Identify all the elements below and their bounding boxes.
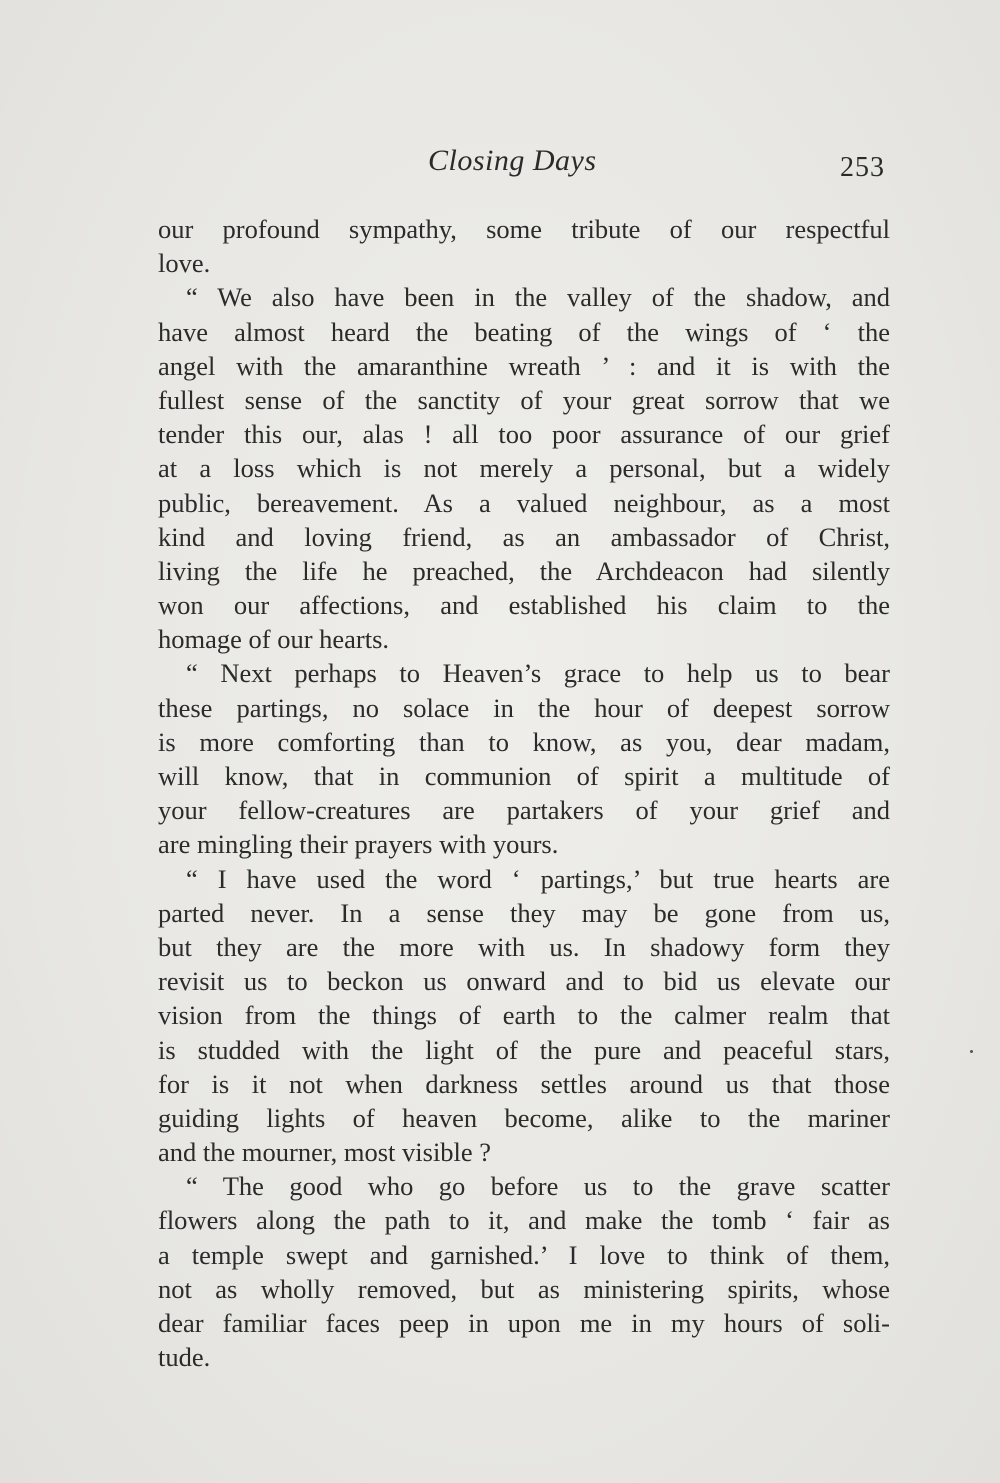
text-line: flowers along the path to it, and make the tomb ‘ fair as (158, 1205, 890, 1236)
running-head (0, 142, 1000, 186)
text-line: dear familiar faces peep in upon me in my hours of soli- (158, 1308, 890, 1338)
text-line: love. (158, 248, 211, 279)
text-line: is studded with the light of the pure and peaceful stars, (158, 1034, 890, 1065)
text-line: vision from the things of earth to the calmer realm that (158, 1000, 890, 1031)
text-line: are mingling their prayers with yours. (158, 829, 559, 860)
text-line: and the mourner, most visible ? (158, 1137, 492, 1168)
text-line: a temple swept and garnished.’ I love to think of them, (158, 1239, 890, 1270)
text-line: our profound sympathy, some tribute of our respectful (158, 214, 890, 244)
text-line: public, bereavement. As a valued neighbour, as a most (158, 487, 890, 518)
text-line: won our affections, and established his claim to the (158, 590, 890, 621)
text-line: angel with the amaranthine wreath ’ : and it is with the (158, 350, 890, 381)
text-line: for is it not when darkness settles around us that those (158, 1068, 890, 1099)
text-line: is more comforting than to know, as you, dear madam, (158, 726, 890, 757)
text-line: “ Next perhaps to Heaven’s grace to help us to bear (186, 658, 890, 689)
body-text (158, 212, 890, 1374)
running-title: Closing Days (428, 144, 597, 177)
text-line: homage of our hearts. (158, 624, 390, 655)
text-line: these partings, no solace in the hour of deepest sorrow (158, 692, 890, 723)
text-line: living the life he preached, the Archdeacon had silently (158, 555, 890, 586)
text-line: “ I have used the word ‘ partings,’ but true hearts are (186, 863, 890, 894)
text-line: have almost heard the beating of the wings of ‘ the (158, 316, 890, 347)
text-line: but they are the more with us. In shadowy form they (158, 931, 890, 962)
text-line: tude. (158, 1342, 211, 1373)
text-line: “ The good who go before us to the grave scatter (186, 1171, 890, 1202)
page-speck (970, 1050, 973, 1053)
text-line: “ We also have been in the valley of the shadow, and (186, 282, 890, 313)
text-line: not as wholly removed, but as ministering spirits, whose (158, 1273, 890, 1304)
text-line: tender this our, alas ! all too poor assurance of our grief (158, 419, 890, 450)
text-line: fullest sense of the sanctity of your great sorrow that we (158, 384, 890, 415)
text-line: will know, that in communion of spirit a multitude of (158, 761, 890, 791)
text-line: kind and loving friend, as an ambassador of Christ, (158, 521, 890, 552)
text-line: your fellow-creatures are partakers of your grief and (158, 795, 890, 826)
text-line: parted never. In a sense they may be gone from us, (158, 897, 890, 928)
text-line: revisit us to beckon us onward and to bid us elevate our (158, 966, 890, 997)
text-line: guiding lights of heaven become, alike to the mariner (158, 1102, 890, 1133)
text-line: at a loss which is not merely a personal, but a widely (158, 453, 890, 484)
page-number: 253 (840, 152, 885, 183)
